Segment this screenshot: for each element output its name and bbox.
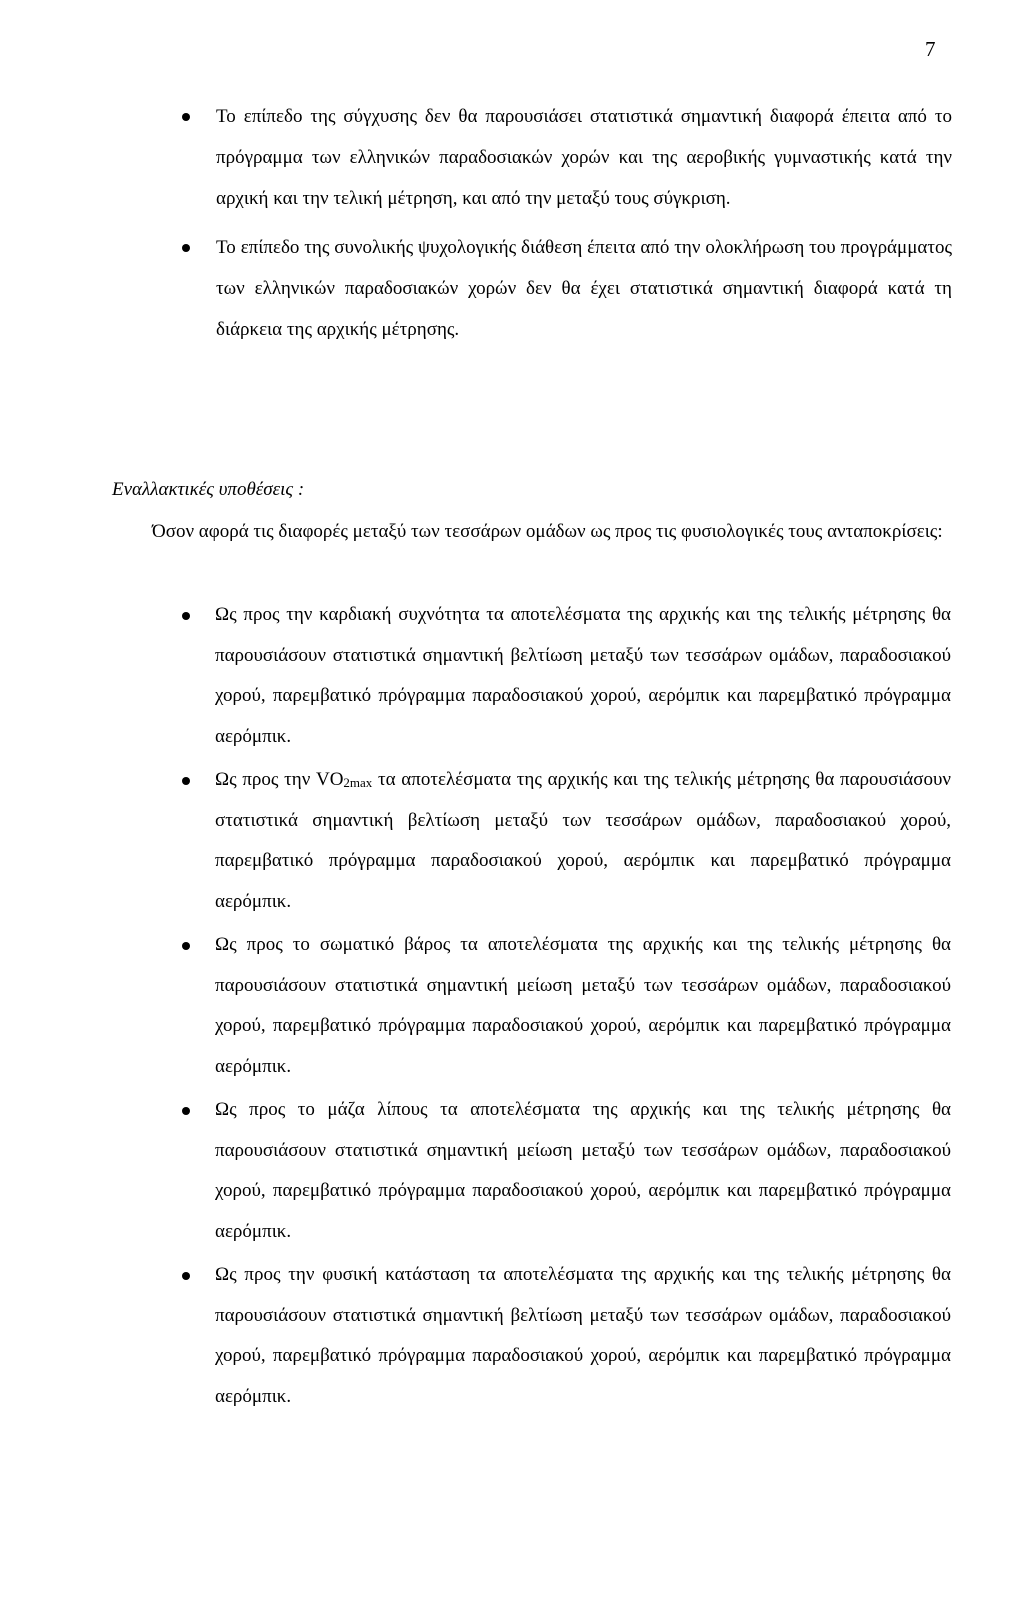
list-item	[0, 760, 951, 922]
list-item	[0, 925, 951, 1087]
bullet-icon	[182, 612, 190, 620]
list-item	[0, 1090, 951, 1252]
list-item-text-start: Ως προς την VO	[215, 769, 344, 790]
list-item	[0, 227, 952, 350]
list-item-text: Ως προς την φυσική κατάσταση τα αποτελέσματα της αρχικής και της τελικής μέτρησης θα παρουσιάσουν στατιστικά σημαντική βελτίωση μεταξύ των τεσσάρων ομάδων, παραδοσιακού χορού, παρεμβατικό πρόγραμμα παραδοσιακού χορού, αερόμπικ και παρεμβατικό πρόγραμμα αερόμπικ.	[215, 1264, 951, 1407]
bullet-icon	[182, 1107, 190, 1115]
alternative-intro-paragraph: Όσον αφορά τις διαφορές μεταξύ των τεσσάρων ομάδων ως προς τις φυσιολογικές τους ανταποκρίσεις:	[152, 521, 943, 542]
alternative-hypotheses-list	[0, 595, 1024, 1420]
list-item	[0, 96, 952, 219]
list-item-text: Ως προς την καρδιακή συχνότητα τα αποτελέσματα της αρχικής και της τελικής μέτρησης θα παρουσιάσουν στατιστικά σημαντική βελτίωση μεταξύ των τεσσάρων ομάδων, παραδοσιακού χορού, παρεμβατικό πρόγραμμα παραδοσιακού χορού, αερόμπικ και παρεμβατικό πρόγραμμα αερόμπικ.	[215, 604, 951, 747]
vo2max-subscript: 2max	[343, 775, 373, 790]
list-item-text: Ως προς το σωματικό βάρος τα αποτελέσματα της αρχικής και της τελικής μέτρησης θα παρουσιάσουν στατιστικά σημαντική μείωση μεταξύ των τεσσάρων ομάδων, παραδοσιακού χορού, παρεμβατικό πρόγραμμα παραδοσιακού χορού, αερόμπικ και παρεμβατικό πρόγραμμα αερόμπικ.	[215, 934, 951, 1077]
list-item-text: Το επίπεδο της συνολικής ψυχολογικής διάθεση έπειτα από την ολοκλήρωση του προγράμματος των ελληνικών παραδοσιακών χορών δεν θα έχει στατιστικά σημαντική διαφορά κατά τη διάρκεια της αρχικής μέτρησης.	[216, 237, 952, 340]
list-item	[0, 595, 951, 757]
bullet-icon	[182, 942, 190, 950]
bullet-icon	[182, 113, 190, 121]
bullet-icon	[182, 1272, 190, 1280]
hypotheses-list	[0, 96, 1024, 358]
list-item-text	[215, 769, 951, 912]
list-item-text: Το επίπεδο της σύγχυσης δεν θα παρουσιάσει στατιστικά σημαντική διαφορά έπειτα από το πρόγραμμα των ελληνικών παραδοσιακών χορών και της αεροβικής γυμναστικής κατά την αρχική και την τελική μέτρηση, και από την μεταξύ τους σύγκριση.	[216, 106, 952, 209]
list-item-text-end: τα αποτελέσματα της αρχικής και της τελικής μέτρησης θα παρουσιάσουν στατιστικά σημαντική βελτίωση μεταξύ των τεσσάρων ομάδων, παραδοσιακού χορού, παρεμβατικό πρόγραμμα παραδοσιακού χορού, αερόμπικ και παρεμβατικό πρόγραμμα αερόμπικ.	[215, 769, 951, 912]
list-item-text: Ως προς το μάζα λίπους τα αποτελέσματα της αρχικής και της τελικής μέτρησης θα παρουσιάσουν στατιστικά σημαντική μείωση μεταξύ των τεσσάρων ομάδων, παραδοσιακού χορού, παρεμβατικό πρόγραμμα παραδοσιακού χορού, αερόμπικ και παρεμβατικό πρόγραμμα αερόμπικ.	[215, 1099, 951, 1242]
alternative-hypotheses-heading: Εναλλακτικές υποθέσεις :	[112, 479, 305, 500]
page-number: 7	[925, 37, 936, 61]
list-item	[0, 1255, 951, 1417]
bullet-icon	[182, 777, 190, 785]
bullet-icon	[182, 244, 190, 252]
